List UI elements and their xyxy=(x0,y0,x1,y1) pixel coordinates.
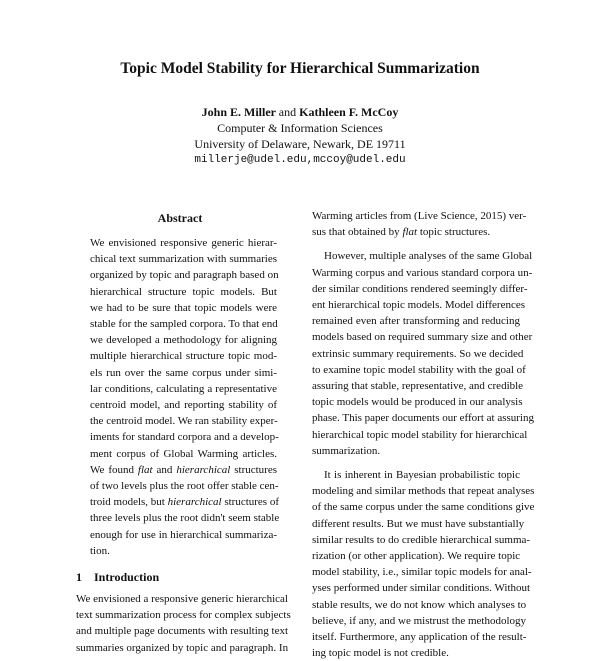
text-line: to examine topic model stability with the goal of xyxy=(312,363,526,376)
text-line: We envisioned a responsive generic hierarchical xyxy=(76,593,288,606)
text-line: similar results to do credible hierarchical summa- xyxy=(312,533,531,546)
text-line: models based on required summary size and other xyxy=(312,331,533,344)
text-line: stable results, we do not know which analyses to xyxy=(312,598,527,611)
author-name: John E. Miller xyxy=(201,105,276,119)
text-line: remained even after transforming and reducing xyxy=(312,315,520,328)
text-line: of the same corpus under the same conditions give xyxy=(312,501,535,514)
text-line: chical text summarization with summaries xyxy=(90,253,277,266)
text-line: ment corpus of Global Warming articles. xyxy=(90,447,277,460)
text-line: assuring that stable, representative, and credible xyxy=(312,380,524,393)
body-paragraph xyxy=(312,208,527,240)
text-line: els run over the same corpus under simi- xyxy=(90,366,277,379)
text-line: However, multiple analyses of the same Global xyxy=(324,250,533,263)
section-heading-introduction xyxy=(76,569,284,585)
text-line: rization (or other application). We require topic xyxy=(312,550,521,563)
text-line: ent hierarchical topic models. Model differences xyxy=(312,299,525,312)
text-line: organized by topic and paragraph based on xyxy=(90,269,279,282)
text-line: stable for the sampled corpora. To that end xyxy=(90,318,278,331)
paper-title: Topic Model Stability for Hierarchical Summarization xyxy=(120,60,480,77)
text-line: model stability, i.e., similar topic models for anal- xyxy=(312,566,532,579)
text-line: text summarization process for complex subjects xyxy=(76,609,291,622)
text-line: the centroid model. We ran stability exper- xyxy=(90,415,278,428)
body-paragraph xyxy=(312,248,534,459)
left-column xyxy=(76,210,291,656)
text-line: ing topic model is not credible. xyxy=(312,647,449,660)
text-line: enough for use in hierarchical summariza- xyxy=(90,528,277,541)
text-line: topic models would be produced in our analysis xyxy=(312,396,523,409)
author-block xyxy=(0,104,600,168)
introduction-paragraph xyxy=(76,591,291,656)
section-title: Introduction xyxy=(94,570,160,585)
text-line: tion. xyxy=(90,544,110,557)
author-names xyxy=(0,104,600,120)
text-line: iments for standard corpora and a develop- xyxy=(90,431,279,444)
text-line: It is inherent in Bayesian probabilistic topic xyxy=(324,469,520,482)
text-line: Warming articles from (Live Science, 2015) ver- xyxy=(312,210,527,222)
text-line: of two levels plus the root offer stable cen- xyxy=(90,480,279,493)
text-line: and multiple page documents with resulting text xyxy=(76,625,289,638)
text-line: lar conditions, calculating a representative xyxy=(90,382,277,395)
author-emails: millerje@udel.edu,mccoy@udel.edu xyxy=(194,154,406,166)
body-paragraph xyxy=(312,467,535,661)
text-line: summaries organized by topic and paragraph. In xyxy=(76,641,289,654)
author-separator: and xyxy=(278,105,297,119)
right-column xyxy=(312,208,535,661)
text-line: three levels plus the root didn't seem stable xyxy=(90,512,280,525)
abstract-body xyxy=(90,235,280,559)
author-university: University of Delaware, Newark, DE 19711 xyxy=(194,137,406,151)
abstract-heading: Abstract xyxy=(157,211,203,225)
text-line: sus that obtained by flat topic structures. xyxy=(312,226,491,239)
text-line: extrinsic summary requirements. So we decided xyxy=(312,347,524,360)
text-line: We envisioned responsive generic hierar- xyxy=(90,237,277,249)
text-line: Warming corpus and various standard corpora un- xyxy=(312,266,533,279)
text-line: multiple hierarchical structure topic mod- xyxy=(90,350,277,363)
text-line: modeling and similar methods that repeat analyses xyxy=(312,485,535,498)
text-line: hierarchical structure topic models. But xyxy=(90,285,277,298)
text-line: different results. But we must have substantially xyxy=(312,517,525,530)
text-line: phase. This paper documents our effort at assuring xyxy=(312,412,534,425)
author-name: Kathleen F. McCoy xyxy=(299,105,399,119)
text-line: We found flat and hierarchical structures xyxy=(90,463,278,476)
section-number: 1 xyxy=(76,570,82,585)
author-affiliation: Computer & Information Sciences xyxy=(217,121,383,135)
text-line: der similar conditions rendered seemingly differ- xyxy=(312,282,528,295)
text-line: troid models, but hierarchical structures of xyxy=(90,496,280,509)
text-line: believe, if any, and we mistrust the methodology xyxy=(312,614,527,627)
text-line: itself. Furthermore, any application of the result- xyxy=(312,631,527,644)
text-line: we developed a methodology for aligning xyxy=(90,334,277,347)
text-line: yses performed under similar conditions. Without xyxy=(312,582,531,595)
text-line: hierarchical topic model stability for hierarchical xyxy=(312,428,528,441)
text-line: centroid model, and reporting stability of xyxy=(90,399,277,412)
text-line: summarization. xyxy=(312,444,381,457)
text-line: we had to be sure that topic models were xyxy=(90,301,277,314)
